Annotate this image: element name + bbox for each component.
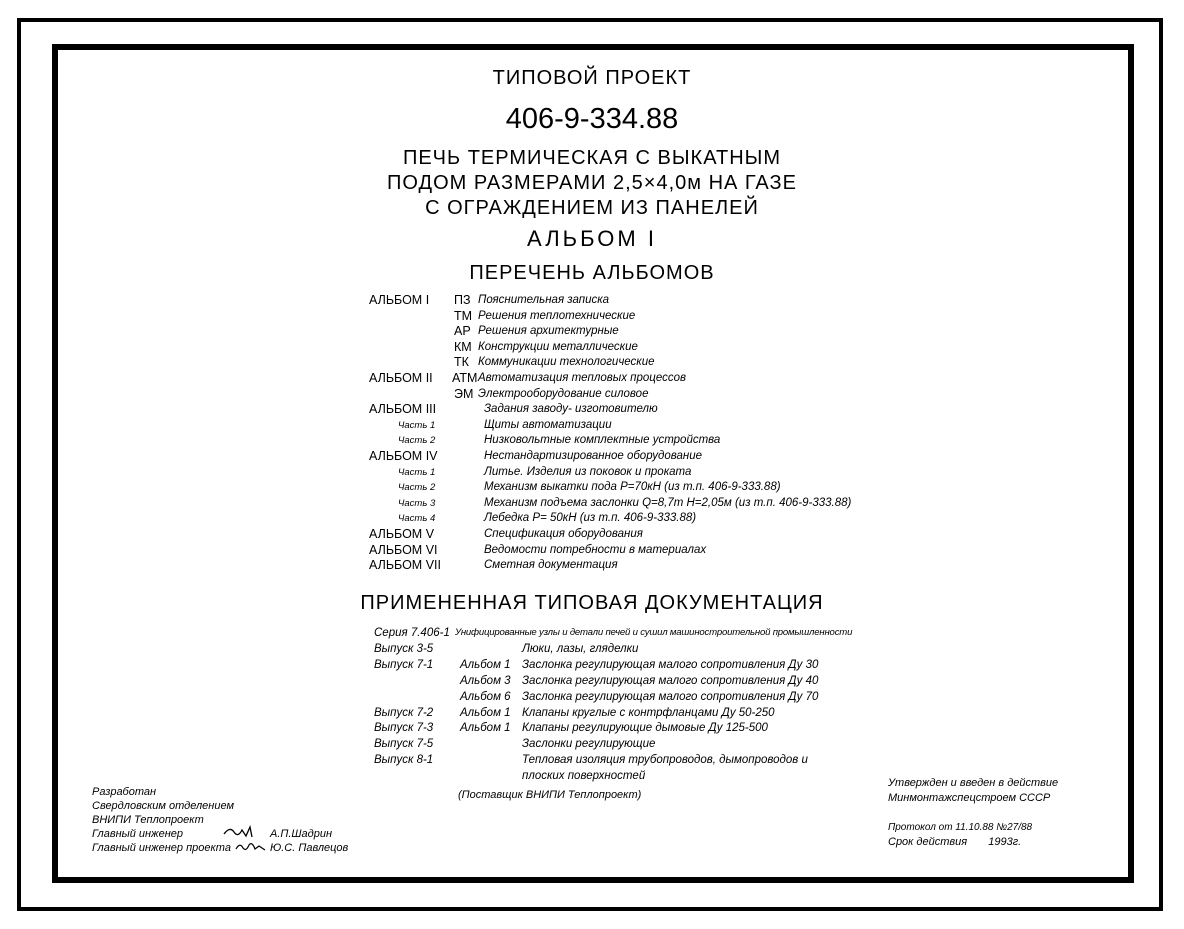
doc-album: Альбом 3	[460, 674, 511, 687]
album-label: АЛЬБОМ IV	[369, 449, 438, 463]
project-number: 406-9-334.88	[505, 103, 679, 135]
album-description: Коммуникации технологические	[478, 356, 655, 369]
album-label: Часть 2	[398, 482, 436, 494]
album-heading: АЛЬБОМ I	[527, 226, 657, 251]
doc-description: плоских поверхностей	[522, 770, 646, 783]
project-type: ТИПОВОЙ ПРОЕКТ	[492, 67, 692, 89]
doc-issue: Выпуск 7-2	[374, 706, 434, 719]
doc-album: Альбом 1	[460, 706, 511, 719]
validity-label: Срок действия	[888, 836, 968, 848]
album-description: Механизм подъема заслонки Q=8,7т H=2,05м (из т.п. 406-9-333.88)	[484, 496, 852, 509]
project-engineer-name: Ю.С. Павлецов	[270, 842, 349, 854]
doc-description: Заслонка регулирующая малого сопротивления Ду 30	[522, 658, 819, 671]
supplier-note: (Поставщик ВНИПИ Теплопроект)	[458, 789, 642, 801]
doc-album: Альбом 6	[460, 690, 511, 703]
doc-description: Клапаны круглые с контрфланцами Ду 50-250	[522, 706, 775, 719]
album-description: Литье. Изделия из поковок и проката	[484, 465, 692, 478]
album-description: Конструкции металлические	[478, 340, 638, 353]
developer-line: Свердловским отделением	[92, 800, 235, 812]
album-description: Решения архитектурные	[478, 325, 619, 338]
validity	[888, 835, 1021, 849]
albums-list-title: ПЕРЕЧЕНЬ АЛЬБОМОВ	[469, 262, 715, 284]
doc-issue: Выпуск 3-5	[374, 642, 434, 655]
doc-description: Тепловая изоляция трубопроводов, дымопроводов и	[522, 754, 808, 767]
applied-docs-title: ПРИМЕНЕННАЯ ТИПОВАЯ ДОКУМЕНТАЦИЯ	[360, 592, 824, 614]
approval-line: Утвержден и введен в действие	[888, 777, 1059, 789]
album-description: Электрооборудование силовое	[478, 387, 649, 400]
album-description: Спецификация оборудования	[484, 528, 643, 540]
album-description: Задания заводу- изготовителю	[484, 403, 658, 416]
album-label: АЛЬБОМ VI	[369, 542, 438, 557]
album-label: Часть 4	[398, 513, 436, 525]
album-description: Низковольтные комплектные устройства	[484, 434, 721, 447]
album-code: АТМ	[452, 371, 478, 385]
album-code: КМ	[454, 339, 472, 354]
album-code: ЭМ	[454, 386, 474, 401]
doc-album: Альбом 1	[460, 722, 511, 735]
developer-line: Разработан	[92, 786, 157, 798]
chief-engineer-label: Главный инженер	[92, 828, 184, 840]
doc-description: Заслонка регулирующая малого сопротивления Ду 70	[522, 690, 819, 703]
doc-album: Альбом 1	[460, 658, 511, 671]
album-description: Ведомости потребности в материалах	[484, 543, 707, 556]
album-description: Сметная документация	[484, 559, 618, 572]
album-label: Часть 1	[398, 419, 436, 431]
doc-description: Люки, лазы, гляделки	[522, 642, 639, 655]
developer-block	[92, 785, 234, 827]
title-line: ПЕЧЬ ТЕРМИЧЕСКАЯ С ВЫКАТНЫМ	[402, 147, 782, 169]
project-engineer-signature	[234, 840, 268, 854]
doc-description: Заслонка регулирующая малого сопротивления Ду 40	[522, 674, 819, 687]
album-code: ТМ	[454, 308, 473, 323]
album-code: АР	[454, 324, 471, 339]
album-description: Решения теплотехнические	[478, 309, 636, 322]
album-label: АЛЬБОМ III	[369, 402, 437, 417]
chief-engineer-signature	[222, 824, 258, 840]
album-label: АЛЬБОМ V	[369, 527, 435, 541]
album-description: Лебедка P= 50кН (из т.п. 406-9-333.88)	[484, 512, 697, 525]
album-label: АЛЬБОМ II	[369, 371, 433, 385]
album-label: Часть 1	[398, 466, 436, 478]
doc-issue: Выпуск 8-1	[374, 754, 434, 767]
doc-description: Унифицированные узлы и детали печей и сушил машиностроительной промышленности	[455, 627, 853, 638]
doc-description: Заслонки регулирующие	[522, 738, 656, 751]
album-description: Автоматизация тепловых процессов	[478, 372, 687, 384]
album-code: ПЗ	[454, 293, 471, 307]
doc-issue: Серия 7.406-1	[374, 627, 450, 639]
album-label: Часть 3	[398, 497, 436, 509]
protocol: Протокол от 11.10.88 №27/88	[888, 822, 1033, 833]
doc-issue: Выпуск 7-1	[374, 658, 434, 671]
chief-engineer-name: А.П.Шадрин	[270, 828, 333, 840]
doc-issue: Выпуск 7-5	[374, 738, 434, 751]
album-code: ТК	[454, 355, 469, 370]
project-engineer-label: Главный инженер проекта	[92, 842, 231, 854]
doc-issue: Выпуск 7-3	[374, 722, 434, 735]
album-label: Часть 2	[398, 435, 436, 447]
album-description: Механизм выкатки пода P=70кН (из т.п. 406-9-333.88)	[484, 481, 781, 494]
project-title	[0, 146, 1184, 221]
developer-line: ВНИПИ Теплопроект	[92, 814, 204, 826]
title-line: С ОГРАЖДЕНИЕМ ИЗ ПАНЕЛЕЙ	[425, 197, 759, 219]
album-description: Щиты автоматизации	[484, 418, 612, 431]
album-label: АЛЬБОМ VII	[369, 558, 441, 573]
album-description: Нестандартизированное оборудование	[484, 450, 702, 462]
doc-description: Клапаны регулирующие дымовые Ду 125-500	[522, 722, 768, 735]
validity-year: 1993г.	[988, 836, 1022, 848]
album-description: Пояснительная записка	[478, 294, 610, 306]
approval-authority: Минмонтажспецстроем СССР	[888, 792, 1051, 804]
title-line: ПОДОМ РАЗМЕРАМИ 2,5×4,0м НА ГАЗЕ	[387, 172, 797, 194]
album-label: АЛЬБОМ I	[369, 293, 430, 307]
